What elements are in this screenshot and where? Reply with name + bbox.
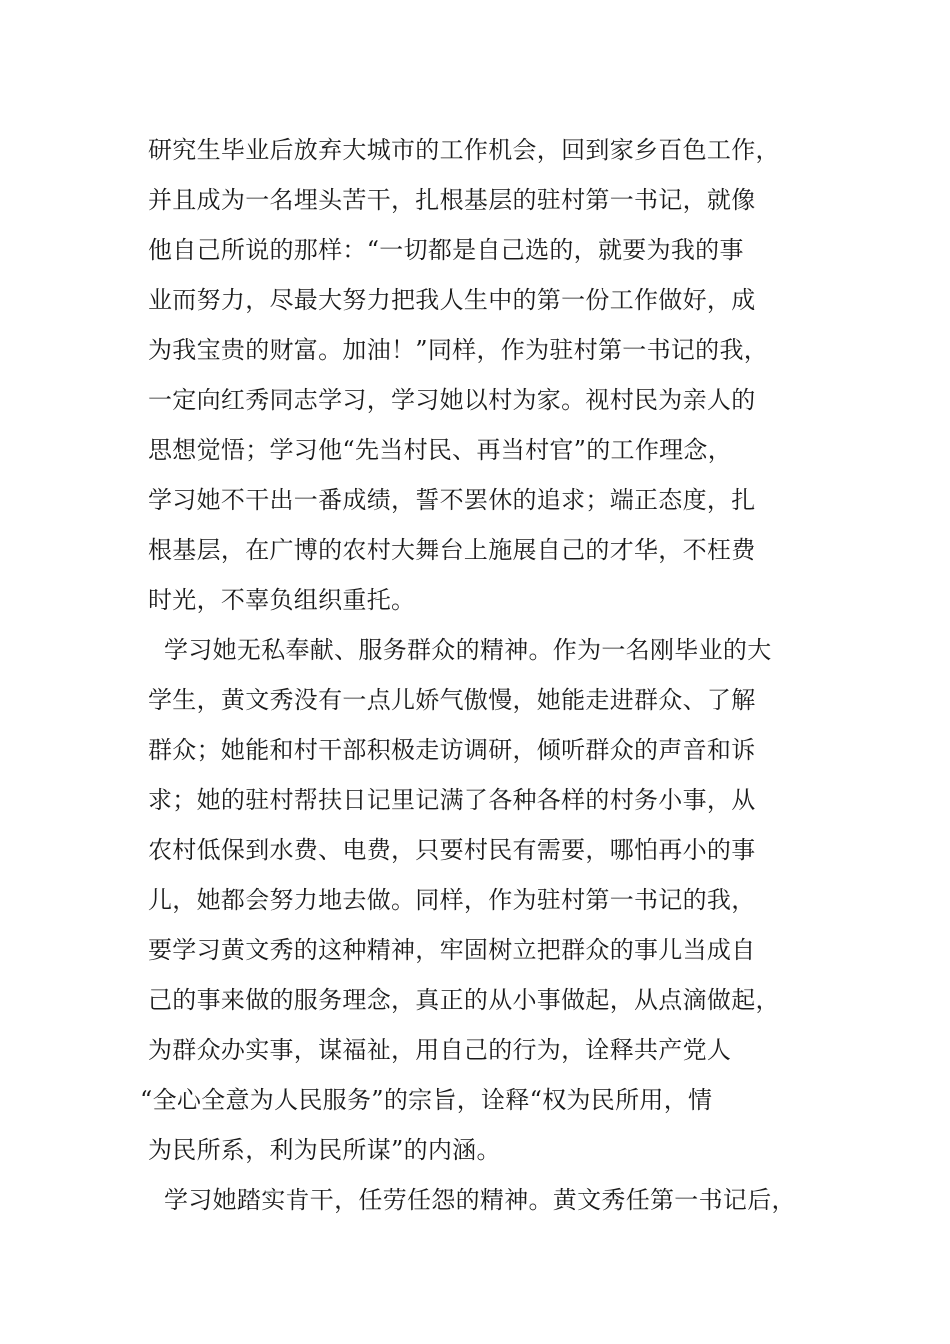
paragraph-first-line: 学习她踏实肯干，任劳任怨的精神。黄文秀任第一书记后， — [164, 1186, 796, 1214]
text-line: “全心全意为人民服务”的宗旨，诠释“权为民所用，情 — [140, 1086, 713, 1114]
text-line: 为我宝贵的财富。加油！”同样，作为驻村第一书记的我， — [148, 336, 769, 364]
text-line: 研究生毕业后放弃大城市的工作机会，回到家乡百色工作， — [148, 136, 780, 164]
text-line: 要学习黄文秀的这种精神，牢固树立把群众的事儿当成自 — [148, 936, 756, 964]
text-line: 学习她不干出一番成绩，誓不罢休的追求；端正态度，扎 — [148, 486, 756, 514]
text-line: 群众；她能和村干部积极走访调研，倾听群众的声音和诉 — [148, 736, 756, 764]
text-line: 思想觉悟；学习他“先当村民、再当村官”的工作理念， — [148, 436, 733, 464]
text-line: 并且成为一名埋头苦干，扎根基层的驻村第一书记，就像 — [148, 186, 756, 214]
text-line: 根基层，在广博的农村大舞台上施展自己的才华，不枉费 — [148, 536, 756, 564]
text-line: 为民所系，利为民所谋”的内涵。 — [148, 1136, 501, 1164]
paragraph-first-line: 学习她无私奉献、服务群众的精神。作为一名刚毕业的大 — [164, 636, 772, 664]
text-line: 为群众办实事，谋福祉，用自己的行为，诠释共产党人 — [148, 1036, 732, 1064]
text-line: 儿，她都会努力地去做。同样，作为驻村第一书记的我， — [148, 886, 756, 914]
text-line: 时光，不辜负组织重托。 — [148, 586, 416, 614]
text-line: 一定向红秀同志学习，学习她以村为家。视村民为亲人的 — [148, 386, 756, 414]
text-line: 业而努力，尽最大努力把我人生中的第一份工作做好，成 — [148, 286, 756, 314]
text-line: 己的事来做的服务理念，真正的从小事做起，从点滴做起， — [148, 986, 780, 1014]
text-line: 他自己所说的那样：“一切都是自己选的，就要为我的事 — [148, 236, 744, 264]
text-line: 求；她的驻村帮扶日记里记满了各种各样的村务小事，从 — [148, 786, 756, 814]
text-line: 农村低保到水费、电费，只要村民有需要，哪怕再小的事 — [148, 836, 756, 864]
text-line: 学生，黄文秀没有一点儿娇气傲慢，她能走进群众、了解 — [148, 686, 756, 714]
